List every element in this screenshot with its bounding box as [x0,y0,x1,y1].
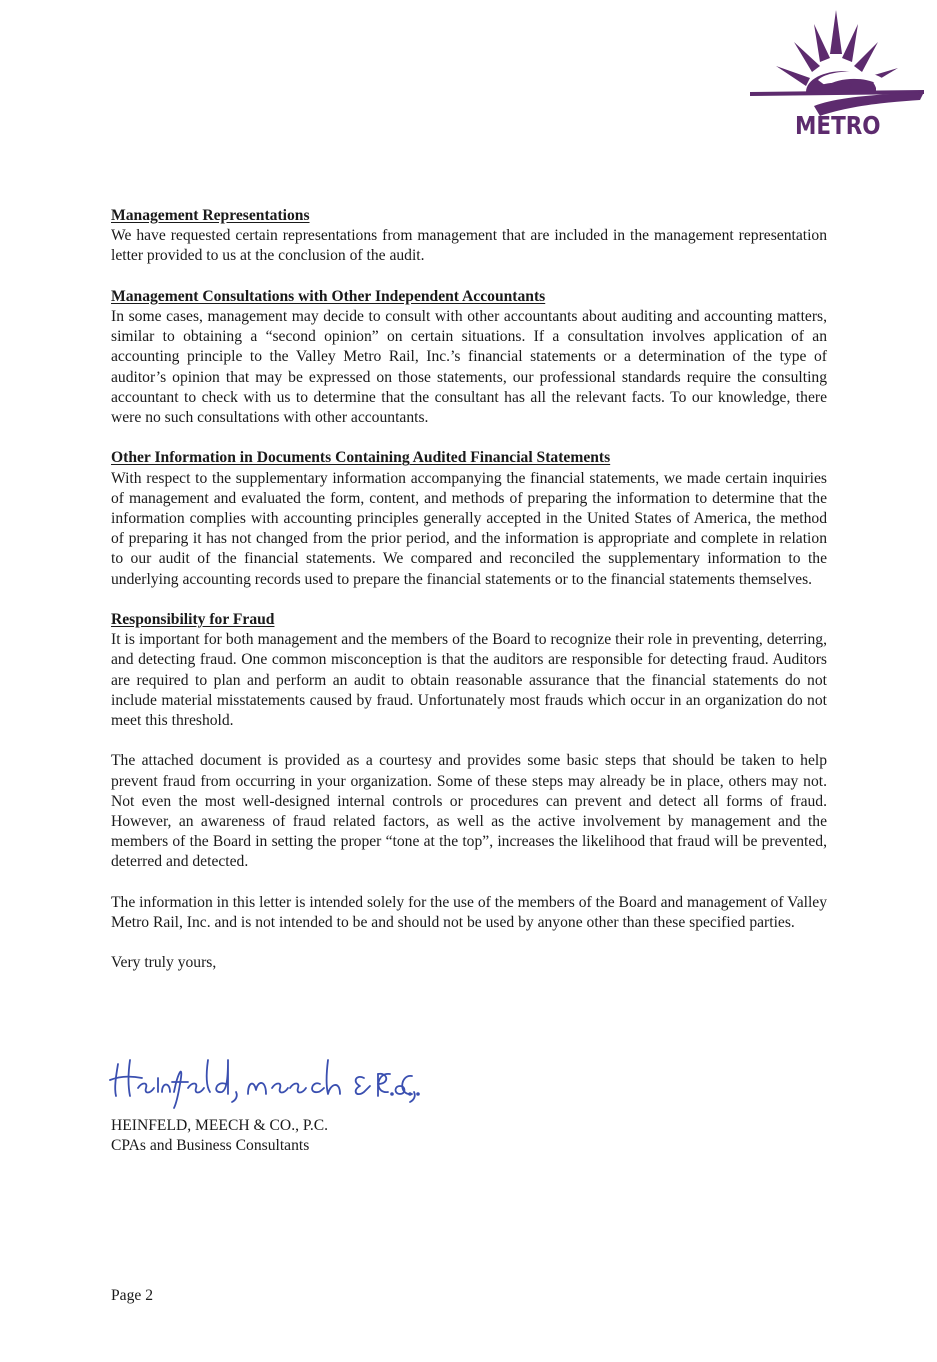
letter-body [111,206,827,974]
section-text: With respect to the supplementary information accompanying the financial statements, we made certain inquiries of management and evaluated the form, content, and methods of preparing the information to determine that the information complies with accounting principles generally accepted in the United States of America, the method of preparing it has not changed from the prior period, and the information is appropriate and complete in relation to our audit of the financial statements. We compared and reconciled the supplementary information to the underlying accounting records used to prepare the financial statements or to the financial statements themselves. [111,469,827,588]
section-management-representations [111,206,827,267]
page-number: Page 2 [111,1287,154,1304]
section-heading: Responsibility for Fraud [111,611,275,629]
section-text: In some cases, management may decide to consult with other accountants about auditing and accounting matters, similar to obtaining a “second opinion” on certain situations. If a consultation involves application of an accounting principle to the Valley Metro Rail, Inc.’s financial statements or a determination of the type of auditor’s opinion that may be expressed on those statements, our professional standards require the consulting accountant to check with us to determine that the consultant has all the relevant facts. To our knowledge, there were no such consultations with other accountants. [111,308,827,427]
section-responsibility-for-fraud [111,610,827,731]
intended-use-paragraph: The information in this letter is intended solely for the use of the members of the Board and management of Valley Metro Rail, Inc. and is not intended to be and should not be used by anyone other than these specified parties. [111,893,827,932]
courtesy-paragraph: The attached document is provided as a courtesy and provides some basic steps that should be taken to help prevent fraud from occurring in your organization. Some of these steps may already be in place, others may not. Not even the most well-designed internal controls or procedures can prevent and detect all forms of fraud. However, an awareness of fraud related factors, as well as the active involvement by management and the members of the Board in setting the proper “tone at the top”, increases the likelihood that fraud will be prevented, deterred and detected. [111,752,827,871]
section-management-consultations [111,287,827,428]
section-text: It is important for both management and the members of the Board to recognize their role in preventing, deterring, and detecting fraud. One common misconception is that the auditors are responsible for detecting fraud. Auditors are required to plan and perform an audit to obtain reasonable assurance that the financial statements do not include material misstatements caused by fraud. Unfortunately most frauds which occur in an organization do not meet this threshold. [111,631,827,730]
section-text: We have requested certain representations from management that are included in the management representation letter provided to us at the conclusion of the audit. [111,227,827,265]
firm-name: HEINFELD, MEECH & CO., P.C. [111,1117,329,1134]
metro-wordmark: METRO [795,111,881,140]
section-heading: Other Information in Documents Containing Audited Financial Statements [111,449,611,467]
firm-block [111,1116,328,1156]
firm-tagline: CPAs and Business Consultants [111,1137,310,1155]
closing-salutation: Very truly yours, [111,954,217,972]
signature-initials [372,1064,432,1104]
section-other-information [111,448,827,589]
section-heading: Management Consultations with Other Independent Accountants [111,287,546,305]
section-heading: Management Representations [111,207,310,224]
